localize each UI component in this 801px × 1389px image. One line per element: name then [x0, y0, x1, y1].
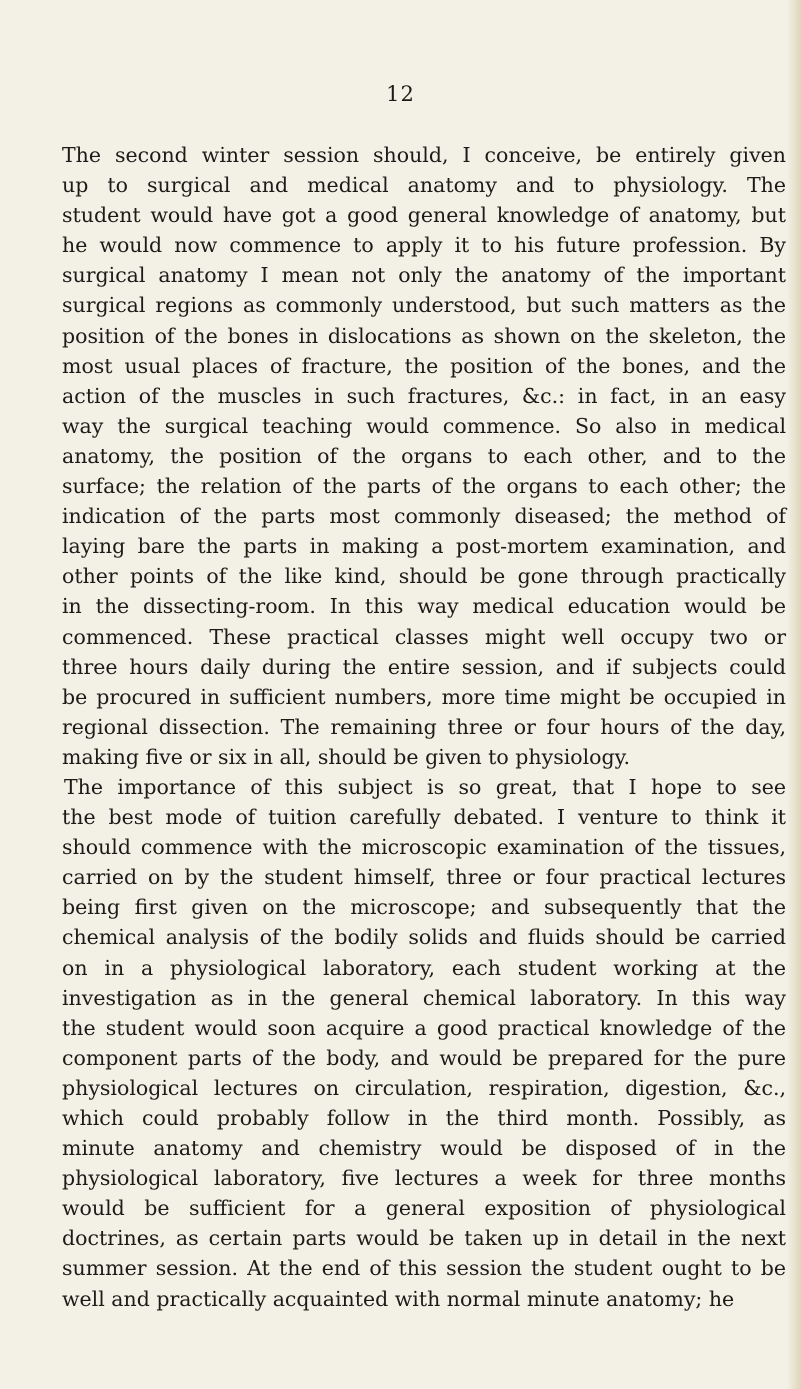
body-text: [62, 140, 786, 1314]
text-line: The second winter session should, I conceive, be entirely given: [62, 143, 786, 167]
text-line: investigation as in the general chemical laboratory. In this way: [62, 985, 786, 1010]
text-line: anatomy, the position of the organs to each other, and to the: [62, 443, 786, 468]
text-line: physiological lectures on circulation, respiration, digestion, &c.,: [62, 1075, 786, 1100]
text-line: commenced. These practical classes might well occupy two or: [62, 624, 786, 649]
text-line: well and practically acquainted with normal minute anatomy; he: [62, 1286, 735, 1311]
text-line: in the dissecting-room. In this way medical education would be: [62, 594, 786, 619]
text-line: be procured in sufficient numbers, more time might be occupied in: [62, 684, 786, 709]
text-line: the student would soon acquire a good practical knowledge of the: [62, 1015, 786, 1040]
page-number: 12: [386, 82, 415, 106]
text-line: The importance of this subject is so great, that I hope to see: [64, 774, 786, 799]
text-line: would be sufficient for a general exposition of physiological: [62, 1196, 786, 1221]
text-line: on in a physiological laboratory, each student working at the: [62, 955, 786, 980]
text-line: minute anatomy and chemistry would be disposed of in the: [62, 1136, 786, 1161]
text-line: being first given on the microscope; and subsequently that the: [62, 895, 786, 920]
text-line: summer session. At the end of this session the student ought to be: [62, 1256, 786, 1281]
text-line: chemical analysis of the bodily solids and fluids should be carried: [62, 925, 786, 950]
text-line: surface; the relation of the parts of the organs to each other; the: [62, 474, 786, 499]
text-line: three hours daily during the entire session, and if subjects could: [62, 654, 786, 679]
text-line: action of the muscles in such fractures, &c.: in fact, in an easy: [62, 383, 786, 408]
text-line: other points of the like kind, should be gone through practically: [62, 564, 786, 589]
text-line: surgical regions as commonly understood, but such matters as the: [62, 293, 786, 318]
text-line: should commence with the microscopic examination of the tissues,: [62, 835, 786, 860]
text-line: way the surgical teaching would commence. So also in medical: [62, 413, 786, 438]
text-line: position of the bones in dislocations as shown on the skeleton, the: [62, 323, 786, 348]
text-line: indication of the parts most commonly diseased; the method of: [62, 504, 786, 529]
text-line: up to surgical and medical anatomy and to physiology. The: [62, 173, 786, 198]
text-line: most usual places of fracture, the position of the bones, and the: [62, 353, 786, 378]
text-line: making five or six in all, should be given to physiology.: [62, 744, 631, 769]
text-line: regional dissection. The remaining three or four hours of the day,: [62, 714, 786, 739]
text-line: doctrines, as certain parts would be taken up in detail in the next: [62, 1226, 786, 1251]
text-line: which could probably follow in the third month. Possibly, as: [62, 1106, 786, 1130]
text-line: he would now commence to apply it to his future profession. By: [62, 233, 786, 258]
text-line: surgical anatomy I mean not only the anatomy of the important: [62, 263, 786, 288]
text-line: component parts of the body, and would be prepared for the pure: [62, 1045, 786, 1070]
text-line: carried on by the student himself, three or four practical lectures: [62, 865, 786, 890]
text-line: the best mode of tuition carefully debated. I venture to think it: [62, 805, 786, 830]
text-line: laying bare the parts in making a post-mortem examination, and: [62, 534, 786, 559]
page-edge-shadow: [787, 0, 801, 1389]
text-line: student would have got a good general knowledge of anatomy, but: [62, 203, 786, 228]
text-line: physiological laboratory, five lectures a week for three months: [62, 1166, 786, 1191]
